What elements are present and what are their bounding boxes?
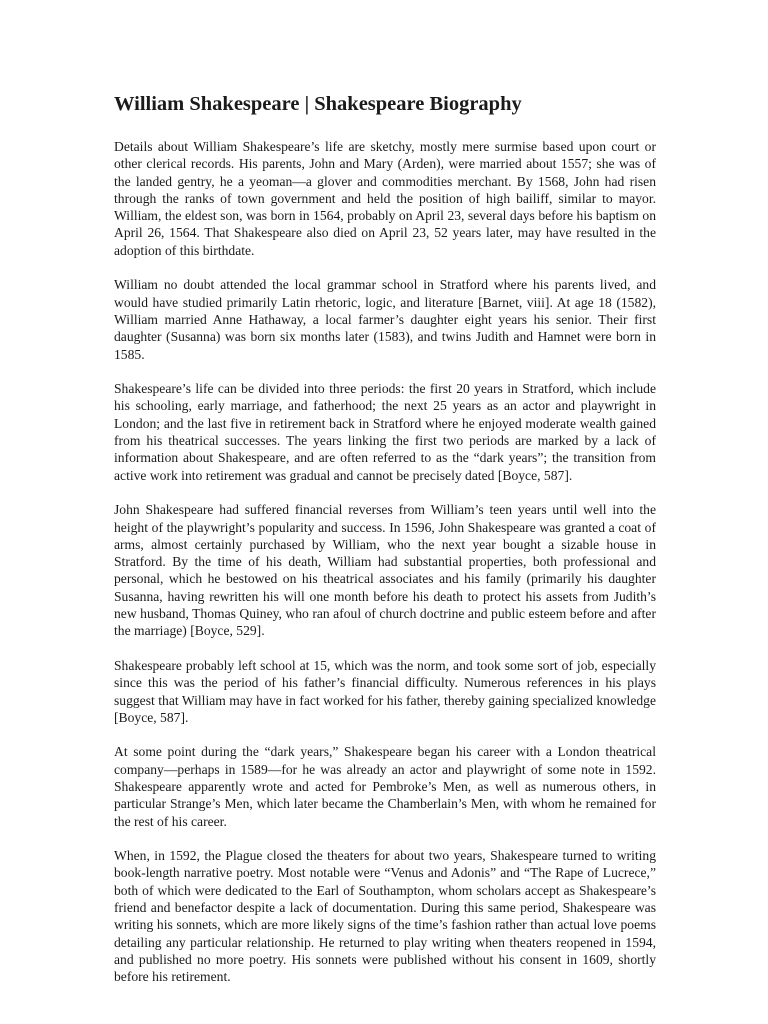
paragraph-three-periods: Shakespeare’s life can be divided into three periods: the first 20 years in Stratford, which include his schooling, early marriage, and fatherhood; the next 25 years as an actor and playwright in London; and the last five in retirement back in Stratford where he enjoyed moderate wealth gained from his theatrical successes. The years linking the first two periods are marked by a lack of information about Shakespeare, and are often referred to as the “dark years”; the transition from active work into retirement was gradual and cannot be precisely dated [Boyce, 587]. <box>114 381 656 483</box>
paragraph-schooling-marriage: William no doubt attended the local grammar school in Stratford where his parents lived, and would have studied primarily Latin rhetoric, logic, and literature [Barnet, viii]. At age 18 (1582), William married Anne Hathaway, a local farmer’s daughter eight years his senior. Their first daughter (Susanna) was born six months later (1583), and twins Judith and Hamnet were born in 1585. <box>114 277 656 362</box>
paragraph-london-career: At some point during the “dark years,” Shakespeare began his career with a London theatrical company—perhaps in 1589—for he was already an actor and playwright of some note in 1592. Shakespeare apparently wrote and acted for Pembroke’s Men, as well as numerous others, in particular Strange’s Men, which later became the Chamberlain’s Men, with whom he remained for the rest of his career. <box>114 744 656 829</box>
paragraph-family-finances: John Shakespeare had suffered financial reverses from William’s teen years until well into the height of the playwright’s popularity and success. In 1596, John Shakespeare was granted a coat of arms, almost certainly purchased by William, who the next year bought a sizable house in Stratford. By the time of his death, William had substantial properties, both professional and personal, which he bestowed on his theatrical associates and his family (primarily his daughter Susanna, having rewritten his will one month before his death to protect his assets from Judith’s new husband, Thomas Quiney, who ran afoul of church doctrine and public esteem before and after the marriage) [Boyce, 529]. <box>114 502 656 639</box>
document-page <box>114 90 656 1003</box>
document-title: William Shakespeare | Shakespeare Biography <box>114 93 522 115</box>
paragraph-left-school: Shakespeare probably left school at 15, which was the norm, and took some sort of job, especially since this was the period of his father’s financial difficulty. Numerous references in his plays suggest that William may have in fact worked for his father, thereby gaining specialized knowledge [Boyce, 587]. <box>114 657 656 725</box>
paragraph-plague-poetry: When, in 1592, the Plague closed the theaters for about two years, Shakespeare turned to writing book-length narrative poetry. Most notable were “Venus and Adonis” and “The Rape of Lucrece,” both of which were dedicated to the Earl of Southampton, whom scholars accept as Shakespeare’s friend and benefactor despite a lack of documentation. During this same period, Shakespeare was writing his sonnets, which are more likely signs of the time’s fashion rather than actual love poems detailing any particular relationship. He returned to play writing when theaters reopened in 1594, and published no more poetry. His sonnets were published without his consent in 1609, shortly before his retirement. <box>114 848 656 985</box>
paragraph-early-life: Details about William Shakespeare’s life are sketchy, mostly mere surmise based upon court or other clerical records. His parents, John and Mary (Arden), were married about 1557; she was of the landed gentry, he a yeoman—a glover and commodities merchant. By 1568, John had risen through the ranks of town government and held the position of high bailiff, similar to mayor. William, the eldest son, was born in 1564, probably on April 23, several days before his baptism on April 26, 1564. That Shakespeare also died on April 23, 52 years later, may have resulted in the adoption of this birthdate. <box>114 139 656 258</box>
